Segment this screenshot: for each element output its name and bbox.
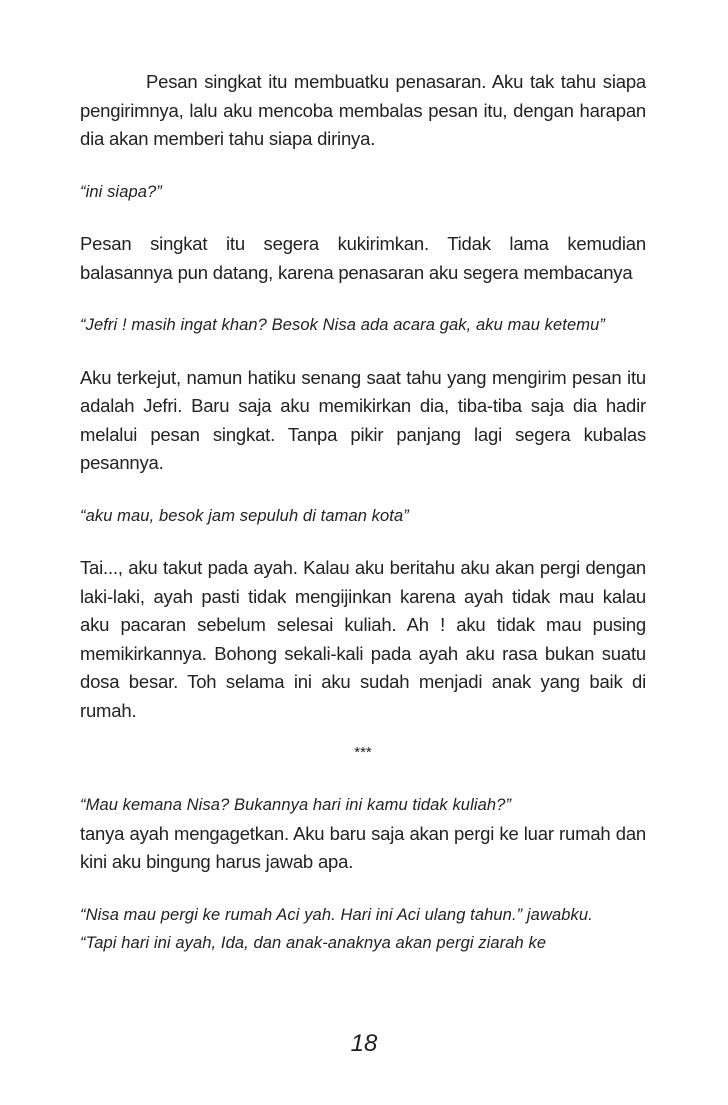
paragraph-4: Tai..., aku takut pada ayah. Kalau aku beritahu aku akan pergi dengan laki-laki, ayah pasti tidak mengijinkan karena ayah tidak mau kalau aku pacaran sebelum selesai kuliah. Ah ! aku tidak mau pusing memikirkannya. Bohong sekali-kali pada ayah aku rasa bukan suatu dosa besar. Toh selama ini aku sudah menjadi anak yang baik di rumah.	[80, 557, 646, 721]
quote-6: “Tapi hari ini ayah, Ida, dan anak-anaknya akan pergi ziarah ke	[80, 934, 547, 952]
quote-2: “Jefri ! masih ingat khan? Besok Nisa ada acara gak, aku mau ketemu”	[80, 316, 605, 334]
page-number: 18	[350, 1030, 378, 1057]
page-body	[80, 68, 646, 958]
quote-3: “aku mau, besok jam sepuluh di taman kota”	[80, 506, 409, 525]
paragraph-5: tanya ayah mengagetkan. Aku baru saja akan pergi ke luar rumah dan kini aku bingung harus jawab apa.	[80, 822, 646, 872]
quote-1: “ini siapa?”	[80, 182, 162, 201]
paragraph-2: Pesan singkat itu segera kukirimkan. Tidak lama kemudian balasannya pun datang, karena penasaran aku segera membacanya	[80, 233, 646, 283]
section-separator: ***	[354, 744, 372, 761]
paragraph-1: Pesan singkat itu membuatku penasaran. Aku tak tahu siapa pengirimnya, lalu aku mencoba membalas pesan itu, dengan harapan dia akan memberi tahu siapa dirinya.	[80, 71, 646, 149]
quote-5: “Nisa mau pergi ke rumah Aci yah. Hari ini Aci ulang tahun.” jawabku.	[80, 905, 593, 924]
quote-4: “Mau kemana Nisa? Bukannya hari ini kamu tidak kuliah?”	[80, 796, 512, 814]
paragraph-3: Aku terkejut, namun hatiku senang saat tahu yang mengirim pesan itu adalah Jefri. Baru saja aku memikirkan dia, tiba-tiba saja dia hadir melalui pesan singkat. Tanpa pikir panjang lagi segera kubalas pesannya.	[80, 366, 646, 473]
